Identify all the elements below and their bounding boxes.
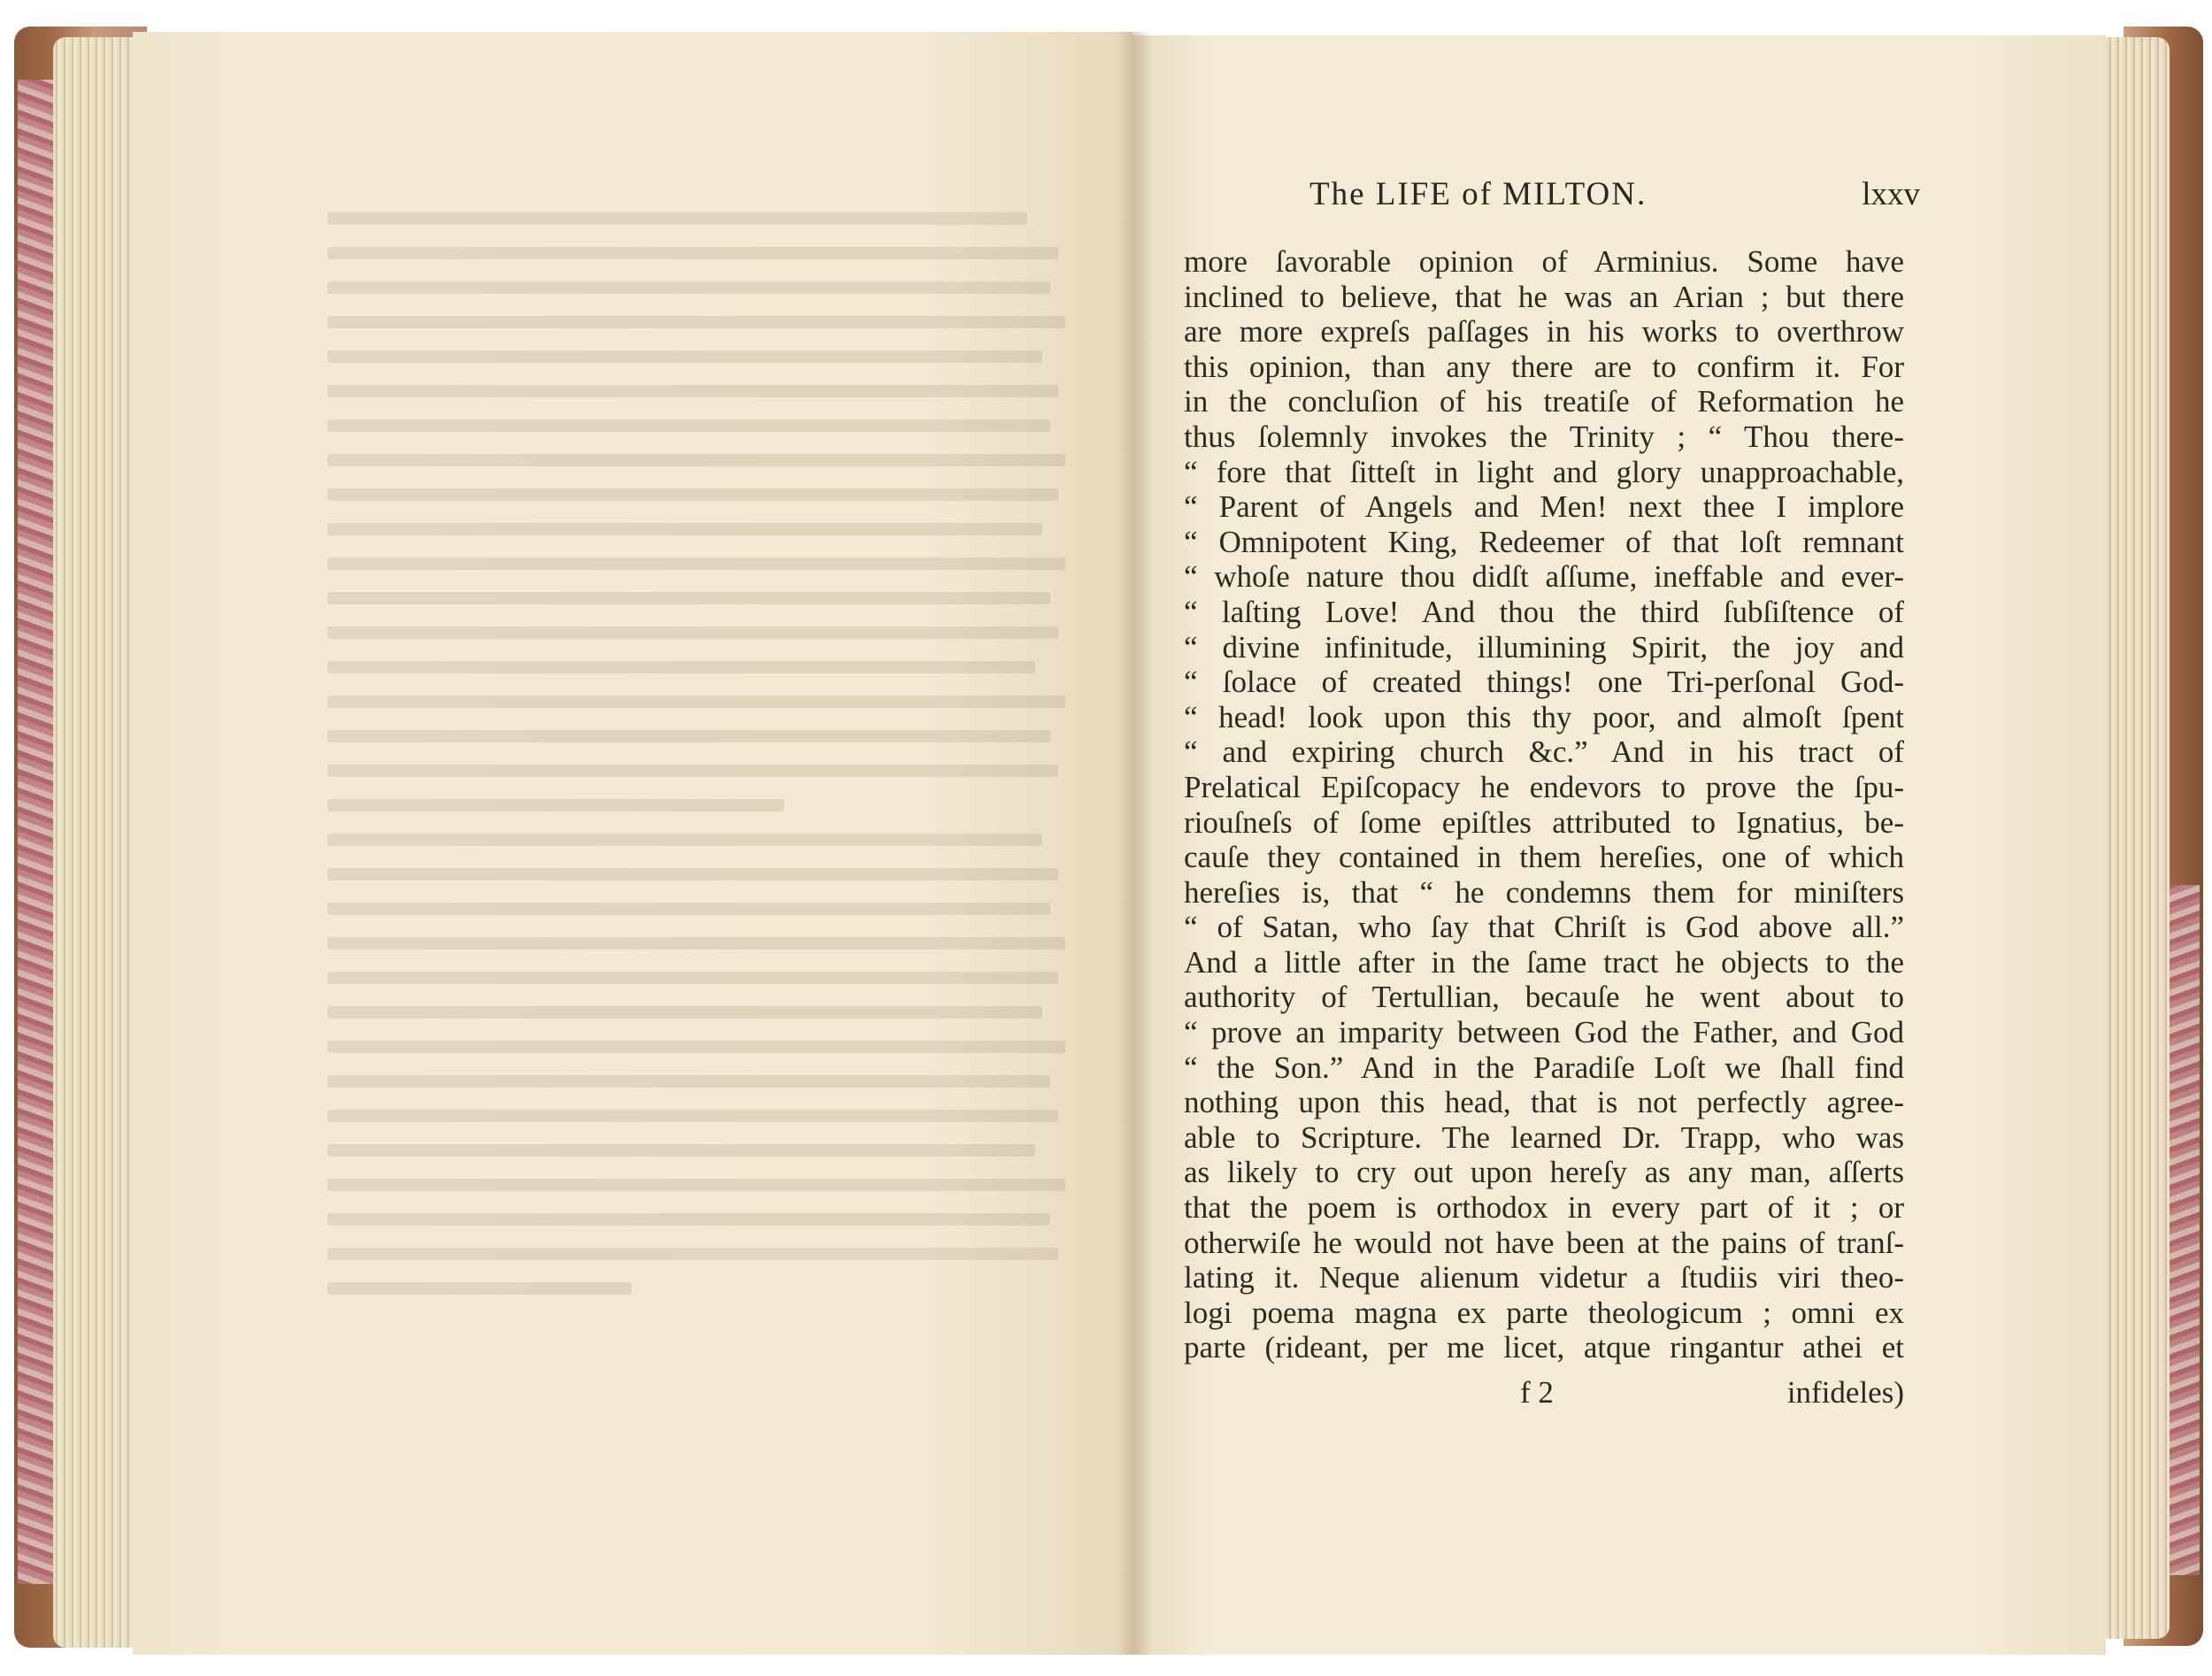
body-text bbox=[1184, 244, 1904, 1365]
text-line: “ ſolace of created things! one Tri-perſonal God- bbox=[1184, 665, 1904, 700]
text-line: “ divine infinitude, illumining Spirit, the joy and bbox=[1184, 629, 1904, 665]
right-marbled-endpaper bbox=[2170, 885, 2200, 1575]
text-line: that the poem is orthodox in every part of it ; or bbox=[1184, 1190, 1904, 1226]
left-marbled-endpaper bbox=[18, 80, 53, 1584]
text-line: logi poema magna ex parte theologicum ; omni ex bbox=[1184, 1295, 1904, 1330]
text-line: “ of Satan, who ſay that Chriſt is God above all.” bbox=[1184, 910, 1904, 945]
running-head-title: The LIFE of MILTON. bbox=[1310, 176, 1647, 212]
text-line: able to Scripture. The learned Dr. Trapp, who was bbox=[1184, 1119, 1904, 1155]
text-line: Prelatical Epiſcopacy he endevors to prove the ſpu- bbox=[1184, 769, 1904, 804]
text-line: riouſneſs of ſome epiſtles attributed to Ignatius, be- bbox=[1184, 804, 1904, 840]
text-line: “ prove an imparity between God the Father, and God bbox=[1184, 1015, 1904, 1050]
text-line: “ head! look upon this thy poor, and almoſt ſpent bbox=[1184, 699, 1904, 734]
text-line: And a little after in the ſame tract he objects to the bbox=[1184, 944, 1904, 980]
left-page-show-through bbox=[327, 212, 1088, 1317]
text-line: “ whoſe nature thou didſt aſſume, ineffable and ever- bbox=[1184, 559, 1904, 595]
text-line: cauſe they contained in them hereſies, one of which bbox=[1184, 840, 1904, 875]
text-line: more ſavorable opinion of Arminius. Some have bbox=[1184, 244, 1904, 279]
text-line: “ laſting Love! And thou the third ſubſiſtence of bbox=[1184, 594, 1904, 629]
right-page-edges bbox=[2099, 37, 2170, 1639]
text-line: “ fore that ſitteſt in light and glory unapproachable, bbox=[1184, 454, 1904, 489]
text-line: “ Omnipotent King, Redeemer of that loſt remnant bbox=[1184, 524, 1904, 559]
text-line: hereſies is, that “ he condemns them for miniſters bbox=[1184, 874, 1904, 910]
text-line: inclined to believe, that he was an Arian ; but there bbox=[1184, 279, 1904, 314]
text-line: this opinion, than any there are to confirm it. For bbox=[1184, 349, 1904, 384]
text-line: authority of Tertullian, becauſe he went about to bbox=[1184, 980, 1904, 1015]
text-line: otherwiſe he would not have been at the pains of tranſ- bbox=[1184, 1225, 1904, 1260]
text-line: “ the Son.” And in the Paradiſe Loſt we ſhall find bbox=[1184, 1049, 1904, 1085]
running-head bbox=[1310, 175, 1920, 213]
catchword: infideles) bbox=[1786, 1375, 1904, 1410]
text-line: parte (rideant, per me licet, atque ringantur athei et bbox=[1184, 1330, 1904, 1365]
page-number: lxxv bbox=[1862, 176, 1920, 212]
text-line: nothing upon this head, that is not perfectly agree- bbox=[1184, 1085, 1904, 1120]
page-footer bbox=[1184, 1375, 1904, 1411]
book-gutter bbox=[1117, 32, 1152, 1655]
text-line: “ Parent of Angels and Men! next thee I implore bbox=[1184, 489, 1904, 525]
text-line: “ and expiring church &c.” And in his tract of bbox=[1184, 734, 1904, 770]
text-line: in the concluſion of his treatiſe of Reformation he bbox=[1184, 384, 1904, 419]
text-line: lating it. Neque alienum videtur a ſtudiis viri theo- bbox=[1184, 1260, 1904, 1295]
text-line: are more expreſs paſſages in his works to overthrow bbox=[1184, 314, 1904, 350]
text-line: as likely to cry out upon hereſy as any man, aſſerts bbox=[1184, 1155, 1904, 1190]
text-line: thus ſolemnly invokes the Trinity ; “ Thou there- bbox=[1184, 419, 1904, 454]
signature-mark: f 2 bbox=[1520, 1375, 1554, 1410]
